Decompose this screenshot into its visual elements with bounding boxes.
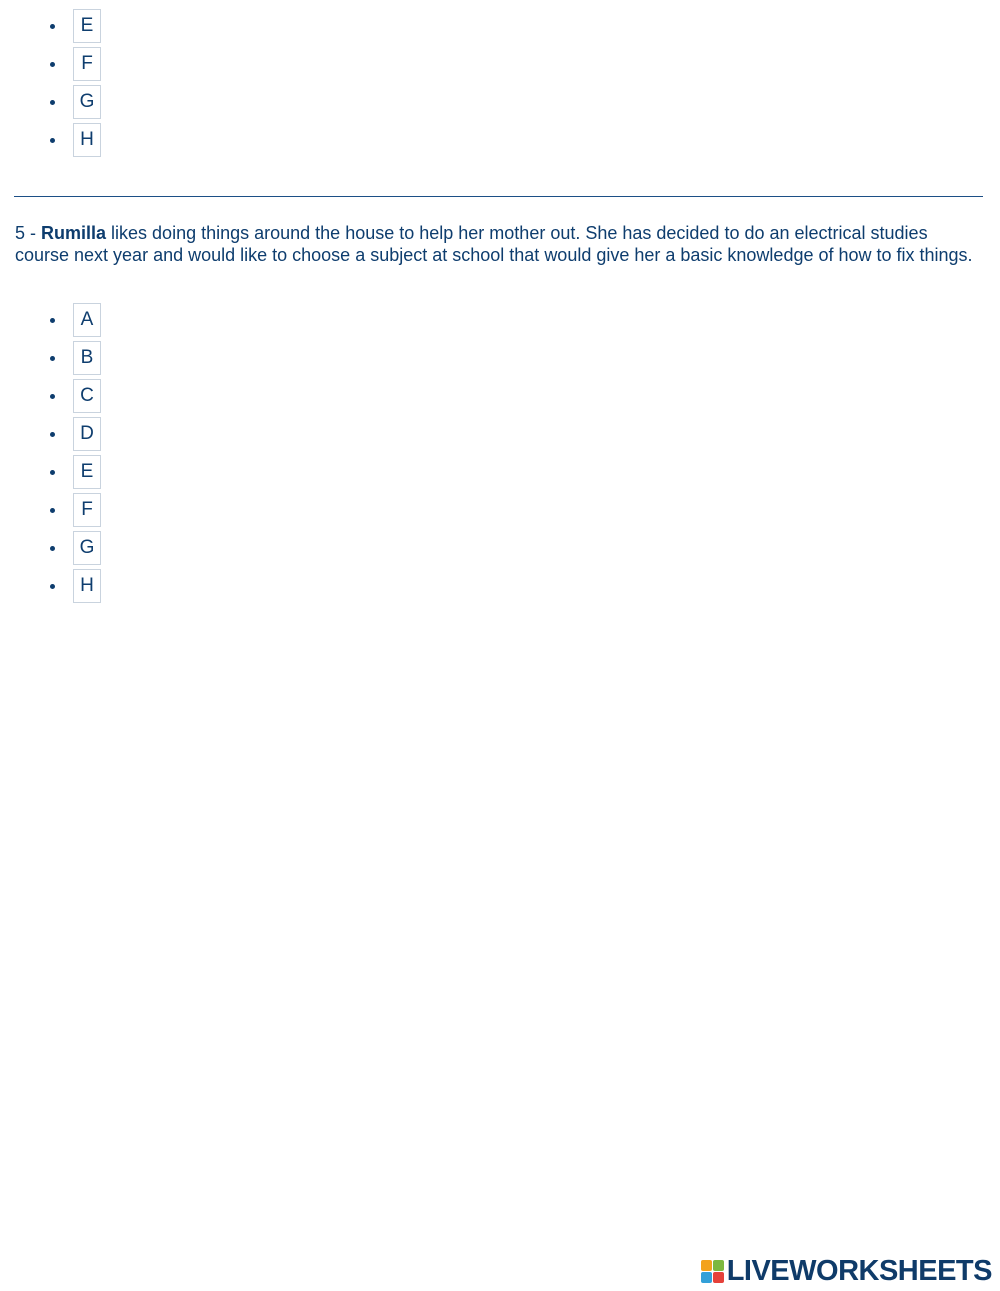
- bullet-icon: [50, 356, 55, 361]
- bullet-icon: [50, 394, 55, 399]
- bullet-icon: [50, 24, 55, 29]
- bullet-icon: [50, 584, 55, 589]
- question-5-option-d-box[interactable]: D: [73, 417, 101, 451]
- liveworksheets-logo: [701, 1255, 992, 1287]
- bullet-icon: [50, 546, 55, 551]
- question-5-option-a-box[interactable]: A: [73, 303, 101, 337]
- bullet-icon: [50, 432, 55, 437]
- question-body: likes doing things around the house to help her mother out. She has decided to do an electrical studies course next year and would like to choose a subject at school that would give her a basic knowledge of how to fix things.: [15, 223, 973, 265]
- question-5-option-e-box[interactable]: E: [73, 455, 101, 489]
- question-5-option-f-box[interactable]: F: [73, 493, 101, 527]
- bullet-icon: [50, 508, 55, 513]
- liveworksheets-logo-icon: [701, 1260, 724, 1283]
- question-name: Rumilla: [41, 223, 107, 243]
- bullet-icon: [50, 138, 55, 143]
- question-divider: [14, 196, 983, 197]
- question-4-option-h-box[interactable]: H: [73, 123, 101, 157]
- bullet-icon: [50, 318, 55, 323]
- question-5-option-h-box[interactable]: H: [73, 569, 101, 603]
- bullet-icon: [50, 470, 55, 475]
- question-number: 5 -: [15, 223, 42, 243]
- question-4-option-g-box[interactable]: G: [73, 85, 101, 119]
- brand-name: LIVEWORKSHEETS: [726, 1254, 992, 1287]
- bullet-icon: [50, 62, 55, 67]
- question-4-option-e-box[interactable]: E: [73, 9, 101, 43]
- question-5-option-b-box[interactable]: B: [73, 341, 101, 375]
- question-5-option-c-box[interactable]: C: [73, 379, 101, 413]
- question-4-option-f-box[interactable]: F: [73, 47, 101, 81]
- question-5-option-g-box[interactable]: G: [73, 531, 101, 565]
- bullet-icon: [50, 100, 55, 105]
- question-5-text: [15, 222, 985, 266]
